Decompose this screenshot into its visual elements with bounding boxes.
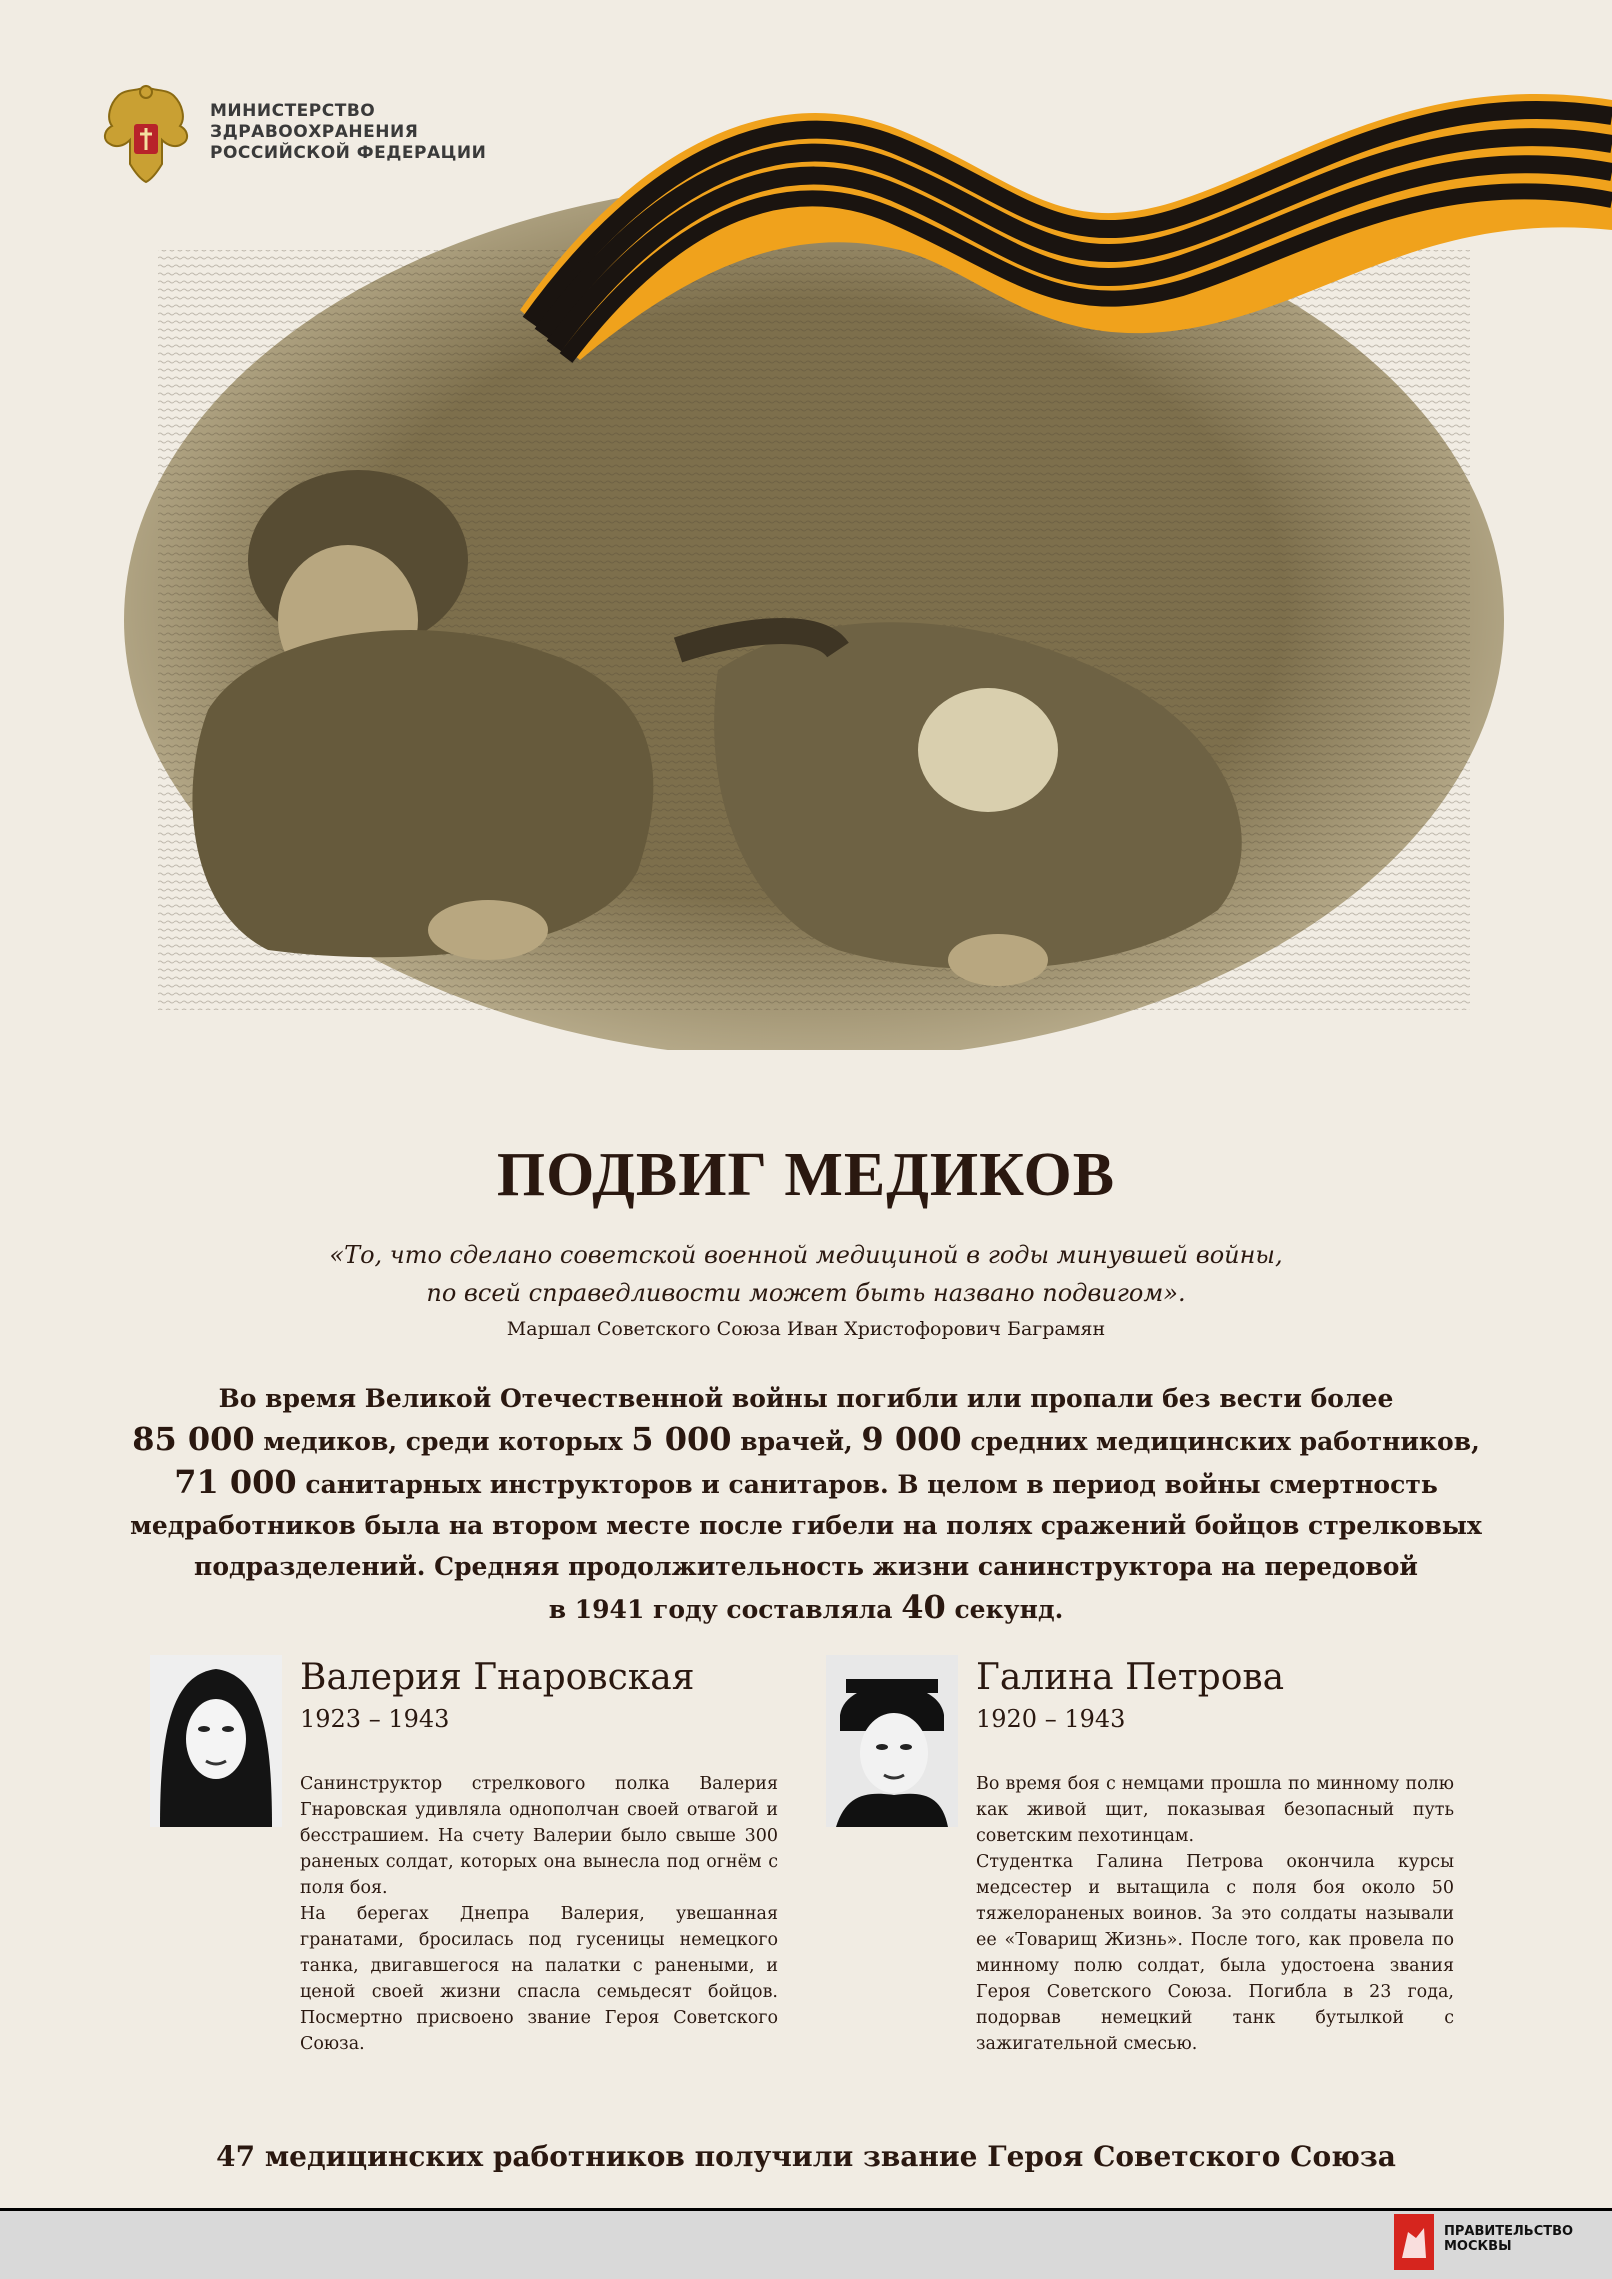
moscow-line-1: ПРАВИТЕЛЬСТВО	[1444, 2224, 1574, 2239]
hero-bio	[300, 1771, 778, 2057]
page-title: ПОДВИГ МЕДИКОВ	[496, 1141, 1116, 1209]
lead-line-3	[110, 1462, 1502, 1505]
moscow-line-2: МОСКВЫ	[1444, 2239, 1512, 2254]
lead-line-1: Во время Великой Отечественной войны погибли или пропали без вести более	[218, 1384, 1394, 1413]
ministry-line-1: МИНИСТЕРСТВО	[210, 100, 376, 121]
hero-name: Галина Петрова	[976, 1657, 1285, 1698]
hero-bio-paragraph: Студентка Галина Петрова окончила курсы медсестер и вытащила с поля боя около 50 тяжелораненых воинов. За это солдаты называли ее «Товарищ Жизнь». После того, как провела по минному полю солдат, была удостоена звания Героя Советского Союза. Погибла в 23 года, подорвав немецкий танк бутылкой с зажигательной смесью.	[976, 1852, 1454, 2054]
hero-bio-paragraph: На берегах Днепра Валерия, увешанная гранатами, бросилась под гусеницы немецкого танка, двигавшегося на палатки с ранеными, и ценой своей жизни спасла семьдесят бойцов. Посмертно присвоено звание Героя Советского Союза.	[300, 1904, 778, 2054]
stat-orderlies: 71 000	[174, 1463, 297, 1501]
lead-line-6	[110, 1587, 1502, 1630]
portrait-photo	[826, 1655, 958, 1827]
lead-text: в 1941 году составляла	[548, 1595, 902, 1624]
moscow-government-logo	[1444, 2224, 1573, 2254]
quote-line-2: по всей справедливости может быть названо подвигом».	[426, 1279, 1186, 1307]
stat-total: 85 000	[132, 1420, 255, 1458]
quote	[0, 1236, 1612, 1312]
footer-statement: 47 медицинских работников получили звание Героя Советского Союза	[216, 2140, 1396, 2173]
stat-nurses: 9 000	[861, 1420, 962, 1458]
st-george-ribbon	[520, 60, 1612, 370]
lead-text: врачей,	[731, 1427, 862, 1456]
ministry-header	[96, 78, 486, 186]
moscow-coat-of-arms-icon	[1394, 2214, 1434, 2270]
hero-years: 1923 – 1943	[300, 1705, 450, 1733]
hero-bio	[976, 1771, 1454, 2057]
lead-line-2	[110, 1419, 1502, 1462]
lead-text: медиков, среди которых	[254, 1427, 632, 1456]
lead-paragraph	[110, 1378, 1502, 1630]
lead-text: санитарных инструкторов и санитаров. В целом в период войны смертность	[296, 1470, 1438, 1499]
quote-line-1: «То, что сделано советской военной медициной в годы минувшей войны,	[329, 1241, 1283, 1269]
hero-years: 1920 – 1943	[976, 1705, 1126, 1733]
hero-bio-paragraph: Санинструктор стрелкового полка Валерия Гнаровская удивляла однополчан своей отвагой и бесстрашием. На счету Валерии было свыше 300 раненых солдат, которых она вынесла под огнём с поля боя.	[300, 1774, 778, 1898]
double-headed-eagle-icon	[96, 78, 196, 186]
lead-line-4: медработников была на втором месте после гибели на полях сражений бойцов стрелковых	[130, 1511, 1482, 1540]
hero-name: Валерия Гнаровская	[300, 1657, 695, 1698]
ministry-line-3: РОССИЙСКОЙ ФЕДЕРАЦИИ	[210, 142, 487, 163]
lead-text: средних медицинских работников,	[961, 1427, 1480, 1456]
lead-line-5: подразделений. Средняя продолжительность жизни санинструктора на передовой	[194, 1552, 1418, 1581]
quote-author: Маршал Советского Союза Иван Христофорович Баграмян	[506, 1318, 1106, 1340]
bottom-band	[0, 2208, 1612, 2279]
ministry-line-2: ЗДРАВООХРАНЕНИЯ	[210, 121, 419, 142]
lead-text: секунд.	[945, 1595, 1064, 1624]
portrait-photo	[150, 1655, 282, 1827]
hero-bio-paragraph: Во время боя с немцами прошла по минному полю как живой щит, показывая безопасный путь советским пехотинцам.	[976, 1774, 1454, 1846]
stat-doctors: 5 000	[631, 1420, 732, 1458]
stat-seconds: 40	[901, 1588, 946, 1626]
ministry-name	[210, 101, 486, 164]
